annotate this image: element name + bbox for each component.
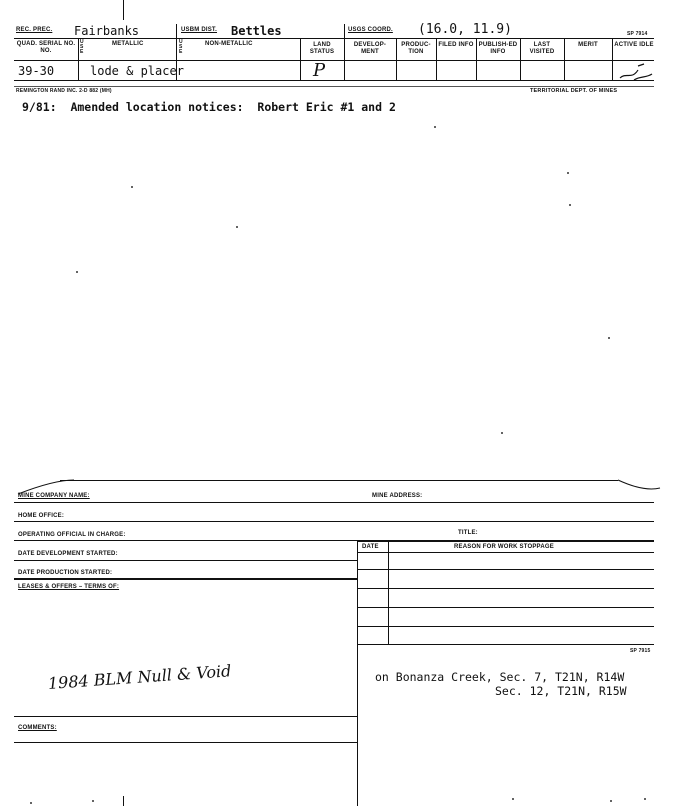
rule bbox=[14, 716, 357, 717]
speck bbox=[567, 172, 569, 174]
rule bbox=[357, 569, 654, 570]
column-rule bbox=[14, 60, 654, 61]
tick-mark bbox=[123, 0, 124, 20]
speck bbox=[501, 432, 503, 434]
col-use-metallic: USE bbox=[80, 39, 84, 55]
rule bbox=[14, 742, 357, 743]
speck bbox=[76, 271, 78, 273]
rule bbox=[357, 607, 654, 608]
form-number-top: SP 7914 bbox=[627, 31, 648, 37]
rule bbox=[14, 578, 357, 580]
usgs-coord-label: USGS COORD. bbox=[348, 27, 393, 33]
rule bbox=[357, 552, 654, 553]
divider bbox=[396, 38, 397, 80]
divider bbox=[612, 38, 613, 80]
col-production: PRODUC-TION bbox=[401, 42, 431, 55]
rec-prec-label: REC. PREC. bbox=[16, 27, 53, 33]
speck bbox=[434, 126, 436, 128]
form-number-bottom: SP 7915 bbox=[630, 648, 651, 654]
metallic-value: lode & placer bbox=[90, 64, 184, 78]
col-merit: MERIT bbox=[578, 42, 598, 48]
title-label: TITLE: bbox=[458, 530, 478, 536]
col-published-info: PUBLISH-ED INFO bbox=[478, 42, 518, 55]
rule bbox=[14, 502, 654, 503]
col-last-visited: LAST VISITED bbox=[529, 42, 555, 55]
speck bbox=[644, 798, 646, 800]
location-line-1: on Bonanza Creek, Sec. 7, T21N, R14W bbox=[375, 670, 625, 684]
usbm-dist-label: USBM DIST. bbox=[181, 27, 218, 33]
speck bbox=[610, 800, 612, 802]
date-development-label: DATE DEVELOPMENT STARTED: bbox=[18, 551, 118, 557]
handwritten-note: 1984 BLM Null & Void bbox=[47, 661, 232, 693]
rec-prec-value: Fairbanks bbox=[74, 24, 140, 38]
rule bbox=[14, 560, 357, 561]
col-filed-info: FILED INFO bbox=[438, 42, 474, 48]
speck bbox=[512, 798, 514, 800]
divider bbox=[78, 38, 79, 80]
strip-rule bbox=[14, 86, 654, 87]
date-divider bbox=[388, 540, 389, 644]
divider bbox=[476, 38, 477, 80]
divider bbox=[344, 24, 345, 80]
operating-official-label: OPERATING OFFICIAL IN CHARGE: bbox=[18, 532, 126, 538]
form-edge-curves bbox=[14, 476, 664, 498]
rule bbox=[357, 588, 654, 589]
date-production-label: DATE PRODUCTION STARTED: bbox=[18, 570, 113, 576]
col-metallic: METALLIC bbox=[112, 41, 144, 47]
divider bbox=[300, 38, 301, 80]
usgs-coord-value: (16.0, 11.9) bbox=[418, 22, 512, 37]
col-non-metallic: NON-METALLIC bbox=[205, 41, 253, 47]
row-rule bbox=[14, 80, 654, 81]
col-land-status: LAND STATUS bbox=[309, 42, 335, 55]
col-active-idle: ACTIVE IDLE bbox=[614, 42, 654, 48]
quad-serial-value: 39-30 bbox=[18, 64, 55, 78]
usbm-dist-value: Bettles bbox=[231, 24, 282, 38]
reason-column-header: REASON FOR WORK STOPPAGE bbox=[454, 544, 554, 550]
department-imprint: TERRITORIAL DEPT. OF MINES bbox=[530, 88, 618, 94]
rule bbox=[14, 521, 654, 522]
col-use-nonmetallic: USE bbox=[179, 39, 183, 55]
speck bbox=[92, 800, 94, 802]
printer-imprint: REMINGTON RAND INC. 2-D 882 (MH) bbox=[16, 88, 112, 94]
divider bbox=[564, 38, 565, 80]
divider bbox=[436, 38, 437, 80]
home-office-label: HOME OFFICE: bbox=[18, 513, 65, 519]
land-status-mark: P bbox=[313, 60, 326, 81]
rule bbox=[357, 626, 654, 627]
col-quad-serial: QUAD. SERIAL NO. NO. bbox=[16, 41, 76, 54]
header-rule bbox=[14, 38, 654, 39]
col-development: DEVELOP-MENT bbox=[353, 42, 387, 55]
mine-address-label: MINE ADDRESS: bbox=[372, 493, 423, 499]
speck bbox=[569, 204, 571, 206]
divider bbox=[520, 38, 521, 80]
location-line-2: Sec. 12, T21N, R15W bbox=[495, 684, 627, 698]
speck bbox=[131, 186, 133, 188]
speck bbox=[608, 337, 610, 339]
center-divider bbox=[357, 540, 358, 806]
comments-label: COMMENTS: bbox=[18, 725, 57, 731]
rule bbox=[357, 540, 654, 542]
tick-mark bbox=[123, 796, 124, 806]
entry-text: 9/81: Amended location notices: Robert Eric #1 and 2 bbox=[22, 100, 396, 114]
speck bbox=[30, 802, 32, 804]
speck bbox=[236, 226, 238, 228]
leases-offers-label: LEASES & OFFERS – TERMS OF: bbox=[18, 584, 120, 590]
mine-company-name-label: MINE COMPANY NAME: bbox=[18, 493, 90, 499]
date-column-header: DATE bbox=[362, 544, 379, 550]
active-idle-scribble bbox=[614, 62, 654, 84]
rule bbox=[357, 644, 654, 645]
